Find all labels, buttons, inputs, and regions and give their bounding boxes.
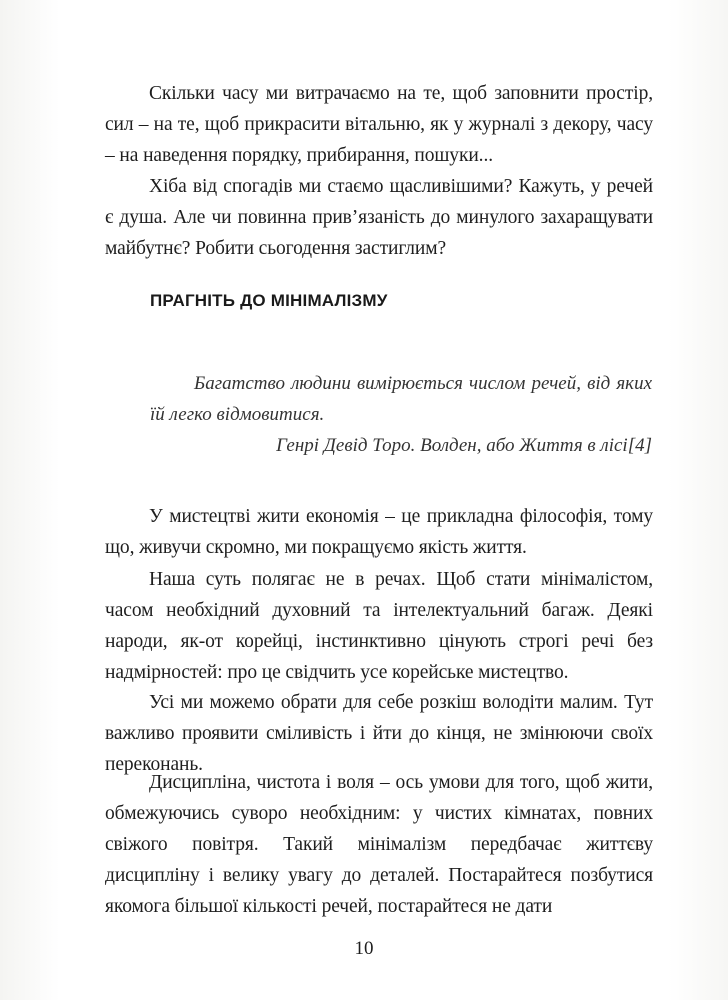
section-heading: ПРАГНІТЬ ДО МІНІМАЛІЗМУ [150, 291, 388, 310]
paragraph-discipline: Дисципліна, чистота і воля – ось умови для того, щоб жити, обмежуючись суворо необхідним: у чистих кімнатах, повних свіжого повітря. Такий мінімалізм передбачає життєву дисципліну і велику увагу до деталей. Постарайтеся позбутися якомога більшої кількості речей, постарайтеся не дати [105, 772, 653, 917]
epigraph-source: Генрі Девід Торо. Волден, або Життя в лісі[4] [276, 435, 652, 456]
page-number: 10 [354, 938, 374, 959]
paragraph-essence: Наша суть полягає не в речах. Щоб стати мінімалістом, часом необхідний духовний та інтелектуальний багаж. Деякі народи, як-от корейці, інстинктивно цінують строгі речі без надмірностей: про це свідчить усе корейське мистецтво. [105, 569, 653, 683]
paragraph-luxury: Усі ми можемо обрати для себе розкіш володіти малим. Тут важливо проявити сміливість і йти до кінця, не змінюючи своїх переконань. [105, 692, 653, 775]
paragraph-economy: У мистецтві жити економія – це прикладна філософія, тому що, живучи скромно, ми покращуємо якість життя. [105, 506, 653, 558]
paragraph-memories: Хіба від спогадів ми стаємо щасливішими? Кажуть, у речей є душа. Але чи повинна прив’язаність до минулого захаращувати майбутнє? Робити сьогодення застиглим? [105, 176, 653, 259]
epigraph-quote: Багатство людини вимірюється числом речей, від яких їй легко відмовитися. [150, 373, 652, 425]
paragraph-time-spent: Скільки часу ми витрачаємо на те, щоб заповнити простір, сил – на те, щоб прикрасити вітальню, як у журналі з декору, часу – на наведення порядку, прибирання, пошуки... [105, 83, 653, 166]
